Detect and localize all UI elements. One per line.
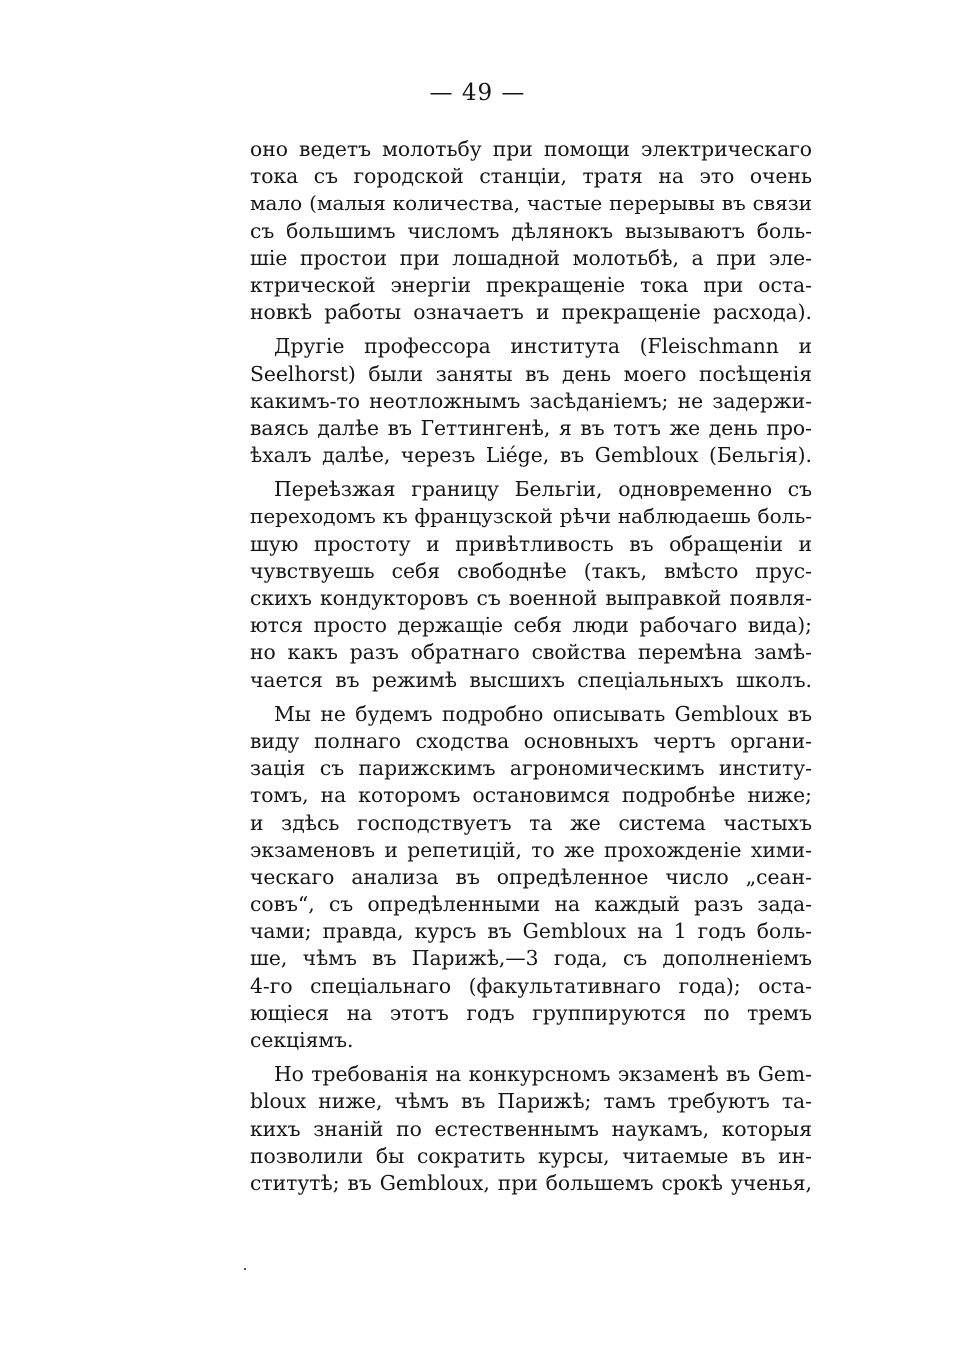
text-line: шую простоту и привѣтливость въ обращеніи и — [250, 531, 812, 556]
text-line: Мы не будемъ подробно описывать Gembloux въ — [274, 701, 812, 726]
text-line: чами; правда, курсъ въ Gembloux на 1 годъ боль- — [250, 919, 812, 944]
text-line: ститутѣ; въ Gembloux, при большемъ срокѣ ученья, — [250, 1170, 812, 1195]
text-line: ше, чѣмъ въ Парижѣ,—3 года, съ дополненіемъ — [250, 946, 812, 971]
text-line: экзаменовъ и репетицій, то же прохожденіе хими- — [250, 837, 812, 862]
paragraph-3 — [250, 476, 812, 694]
text-line: томъ, на которомъ остановимся подробнѣе ниже; — [250, 783, 812, 808]
text-line: съ большимъ числомъ дѣлянокъ вызываютъ боль- — [250, 218, 812, 243]
text-line: позволили бы сократить курсы, читаемые въ ин- — [250, 1143, 812, 1168]
text-line: переходомъ къ французской рѣчи наблюдаешь боль- — [250, 504, 812, 529]
text-line: тока съ городской станціи, тратя на это очень — [250, 164, 812, 189]
text-line: ѣхалъ далѣе, черезъ Liége, въ Gembloux (Бельгія). — [250, 443, 812, 468]
text-line: чается въ режимѣ высшихъ спеціальныхъ школъ. — [250, 667, 812, 692]
text-line: но какъ разъ обратнаго свойства перемѣна замѣ- — [250, 640, 812, 665]
text-line: ются просто держащіе себя люди рабочаго вида); — [250, 613, 812, 638]
text-line: ваясь далѣе въ Геттингенѣ, я въ тотъ же день про- — [250, 415, 812, 440]
text-line: ктрической энергіи прекращеніе тока при оста- — [250, 272, 812, 297]
text-line: bloux ниже, чѣмъ въ Парижѣ; тамъ требуютъ та- — [250, 1089, 812, 1114]
text-line: виду полнаго сходства основныхъ чертъ органи- — [250, 728, 812, 753]
speck-mark — [244, 1268, 246, 1270]
text-line: Но требованія на конкурсномъ экзаменѣ въ Gem- — [274, 1062, 812, 1087]
text-line: и здѣсь господствуетъ та же система частыхъ — [250, 810, 812, 835]
text-line: Другіе профессора института (Fleischmann и — [274, 334, 812, 359]
text-line: новкѣ работы означаетъ и прекращеніе расхода). — [250, 300, 812, 325]
text-line: мало (малыя количества, частые перерывы въ связи — [250, 191, 812, 216]
text-line: какимъ-то неотложнымъ засѣданіемъ; не задержи- — [250, 388, 812, 413]
text-line: кихъ знаній по естественнымъ наукамъ, которыя — [250, 1116, 812, 1141]
text-line: чувствуешь себя свободнѣе (такъ, вмѣсто прус- — [250, 558, 812, 583]
paragraph-5 — [250, 1061, 812, 1197]
paragraph-4 — [250, 701, 812, 1054]
page-number: — 49 — — [429, 80, 526, 106]
text-line: оно ведетъ молотьбу при помощи электрическаго — [250, 137, 812, 161]
text-line: ческаго анализа въ опредѣленное число „сеан- — [250, 864, 812, 889]
body-text — [250, 136, 812, 1197]
text-line: Seelhorst) были заняты въ день моего посѣщенія — [250, 361, 812, 386]
text-line: шіе простои при лошадной молотьбѣ, а при эле- — [250, 245, 812, 270]
text-line: скихъ кондукторовъ съ военной выправкой появля- — [250, 586, 812, 610]
paragraph-1 — [250, 136, 812, 326]
paragraph-2 — [250, 333, 812, 469]
text-line: зація съ парижскимъ агрономическимъ институ- — [250, 756, 812, 781]
text-line: секціямъ. — [250, 1028, 354, 1052]
text-line: 4-го спеціальнаго (факультативнаго года); оста- — [250, 973, 812, 998]
text-line: ющіеся на этотъ годъ группируются по тремъ — [250, 1000, 812, 1025]
text-line: совъ“, съ опредѣленными на каждый разъ зада- — [250, 892, 812, 917]
text-line: Переѣзжая границу Бельгіи, одновременно съ — [274, 477, 812, 502]
